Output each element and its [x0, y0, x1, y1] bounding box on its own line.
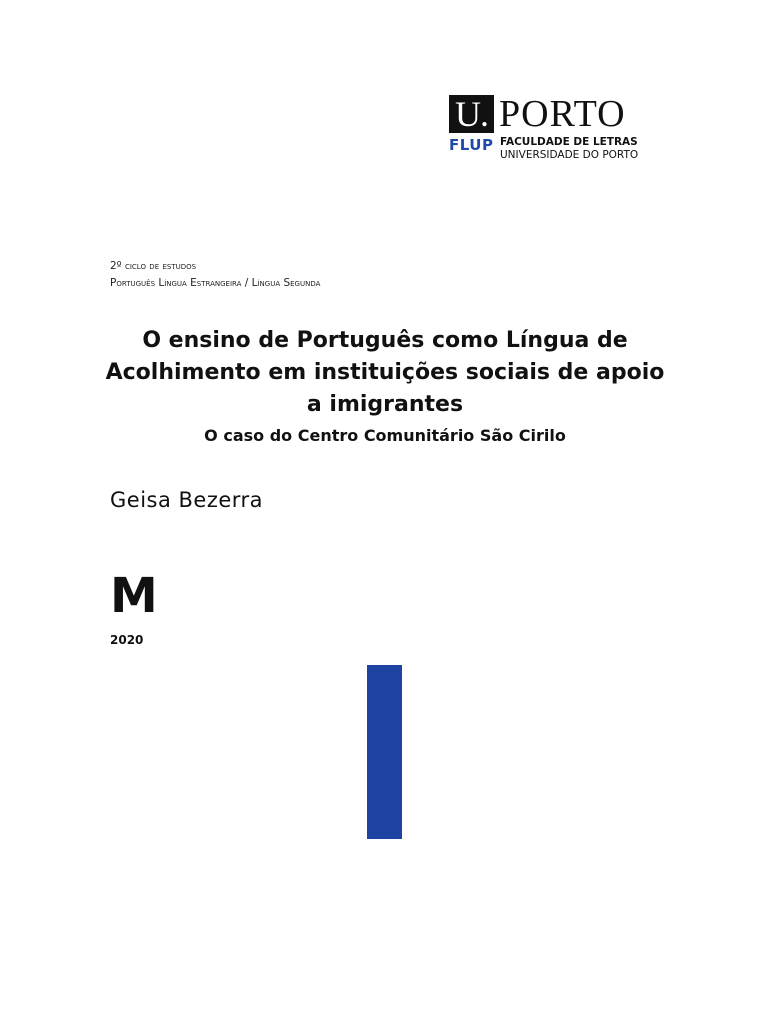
program-name: Português Língua Estrangeira / Língua Segunda	[110, 277, 321, 289]
logo-porto-wordmark: PORTO	[499, 93, 626, 135]
publication-year: 2020	[110, 633, 144, 647]
university-logo	[449, 95, 659, 165]
author-name: Geisa Bezerra	[110, 488, 264, 512]
thesis-title-line-3: a imigrantes	[306, 392, 464, 417]
logo-flup-mark: FLUP	[449, 136, 494, 154]
study-cycle-label: 2º ciclo de estudos	[110, 260, 197, 272]
decorative-blue-bar	[367, 665, 402, 839]
logo-university-name: UNIVERSIDADE DO PORTO	[500, 149, 639, 161]
study-cycle-info	[110, 258, 320, 292]
logo-faculty-text	[500, 136, 638, 162]
thesis-subtitle: O caso do Centro Comunitário São Cirilo	[204, 426, 566, 445]
thesis-title	[85, 325, 685, 421]
thesis-title-line-1: O ensino de Português como Língua de	[142, 328, 628, 353]
logo-faculty-name: FACULDADE DE LETRAS	[500, 136, 638, 148]
thesis-title-line-2: Acolhimento em instituições sociais de apoio	[105, 360, 665, 385]
degree-letter: M	[110, 568, 156, 624]
logo-u-mark: U.	[449, 95, 494, 133]
